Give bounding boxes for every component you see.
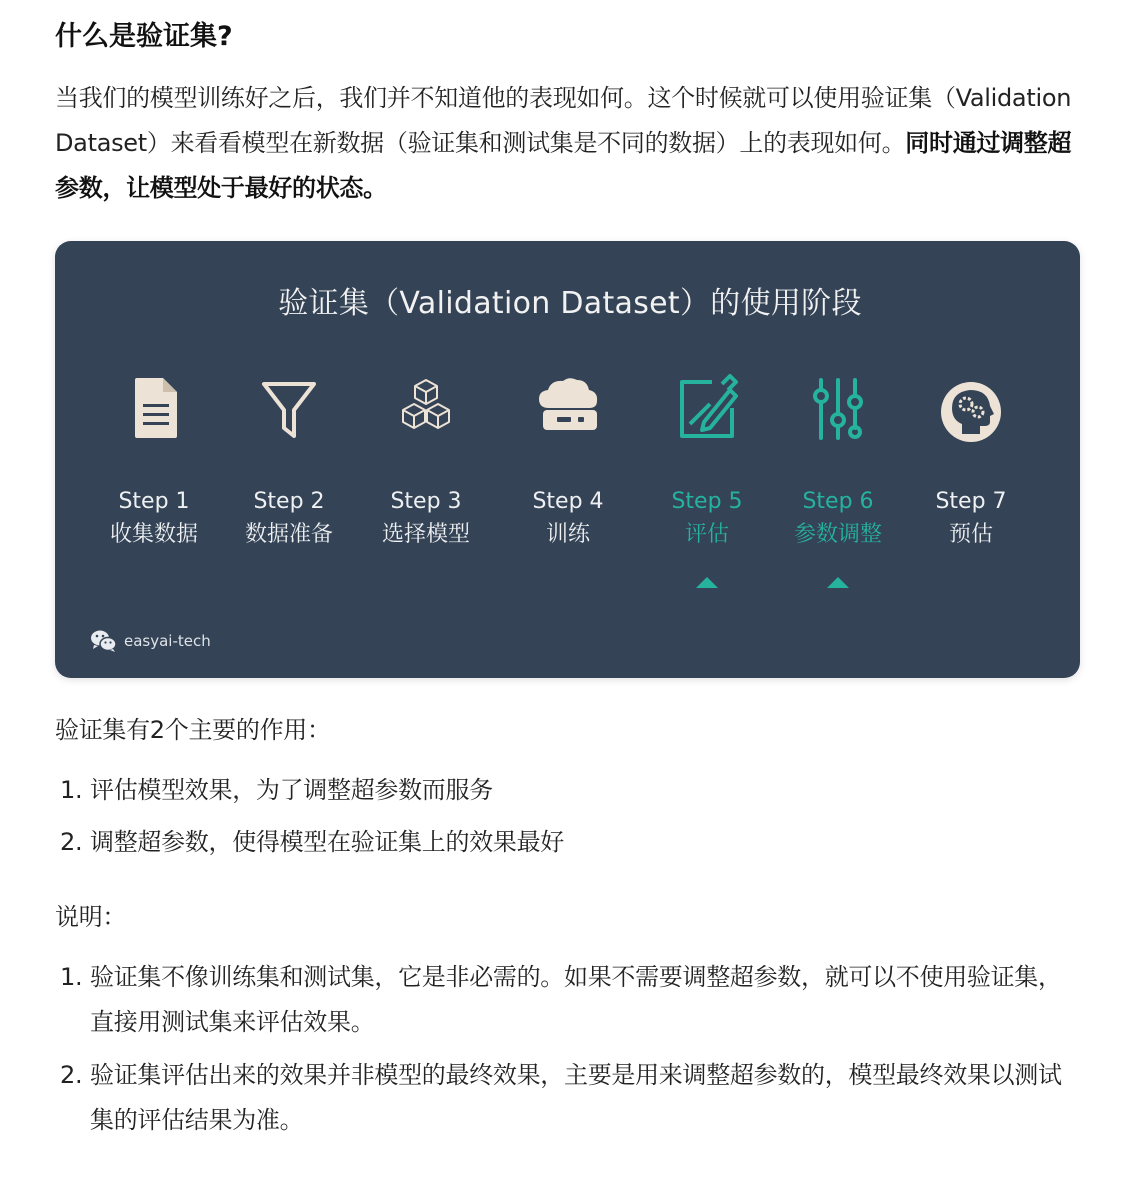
wechat-icon [90,629,118,653]
sliders-icon [805,372,871,444]
step-number: Step 3 [390,489,462,514]
active-step-marker [827,577,849,588]
active-step-marker [696,577,718,588]
step-name: 参数调整 [793,522,882,547]
step-number: Step 5 [671,489,743,514]
step-name: 收集数据 [109,522,198,547]
step-number: Step 7 [935,489,1007,514]
step-number: Step 4 [532,489,604,514]
list-index: 2. [60,1061,83,1089]
notes-title: 说明： [55,903,127,931]
cloud-server-icon [535,372,601,444]
figure-title: 验证集（Validation Dataset）的使用阶段 [278,286,862,321]
list-text: 评估模型效果，为了调整超参数而服务 [90,776,493,804]
list-item [60,768,1080,813]
document-icon [121,372,187,444]
list-item [60,820,1080,865]
list-index: 1. [60,776,83,804]
cubes-icon [393,372,459,444]
step-name: 评估 [684,522,729,547]
step-choose-model [351,372,501,592]
step-name: 数据准备 [244,522,333,547]
intro-paragraph [55,76,1090,211]
step-number: Step 1 [118,489,190,514]
step-collect-data [79,372,229,592]
step-predict [896,372,1046,592]
brand-name: easyai-tech [124,632,211,650]
edit-icon [674,372,740,444]
list-text: 调整超参数，使得模型在验证集上的效果最好 [90,828,564,856]
step-evaluate [632,372,782,592]
step-name: 预估 [948,522,993,547]
step-tune-parameters [763,372,913,592]
step-name: 选择模型 [381,522,470,547]
filter-icon [256,372,322,444]
intro-text: 当我们的模型训练好之后，我们并不知道他的表现如何。这个时候就可以使用验证集（Validation Dataset）来看看模型在新数据（验证集和测试集是不同的数据）上的表现如何。 [55,84,1072,157]
brain-gears-icon [938,372,1004,444]
section-heading: 什么是验证集? [55,21,233,52]
step-number: Step 6 [802,489,874,514]
list-text: 验证集不像训练集和测试集，它是非必需的。如果不需要调整超参数，就可以不使用验证集，直接用测试集来评估效果。 [90,963,1062,1036]
notes-list [60,955,1080,1143]
intro-bold-text: 同时通过调整超参数，让模型处于最好的状态。 [55,129,1072,202]
step-name: 训练 [545,522,590,547]
step-number: Step 2 [253,489,325,514]
step-data-prep [214,372,364,592]
list-item [60,955,1080,1045]
step-train [493,372,643,592]
list-index: 2. [60,828,83,856]
list-text: 验证集评估出来的效果并非模型的最终效果，主要是用来调整超参数的，模型最终效果以测试集的评估结果为准。 [90,1061,1062,1134]
list-index: 1. [60,963,83,991]
roles-title: 验证集有2个主要的作用： [55,716,331,744]
list-item [60,1053,1080,1143]
roles-list [60,768,1080,865]
